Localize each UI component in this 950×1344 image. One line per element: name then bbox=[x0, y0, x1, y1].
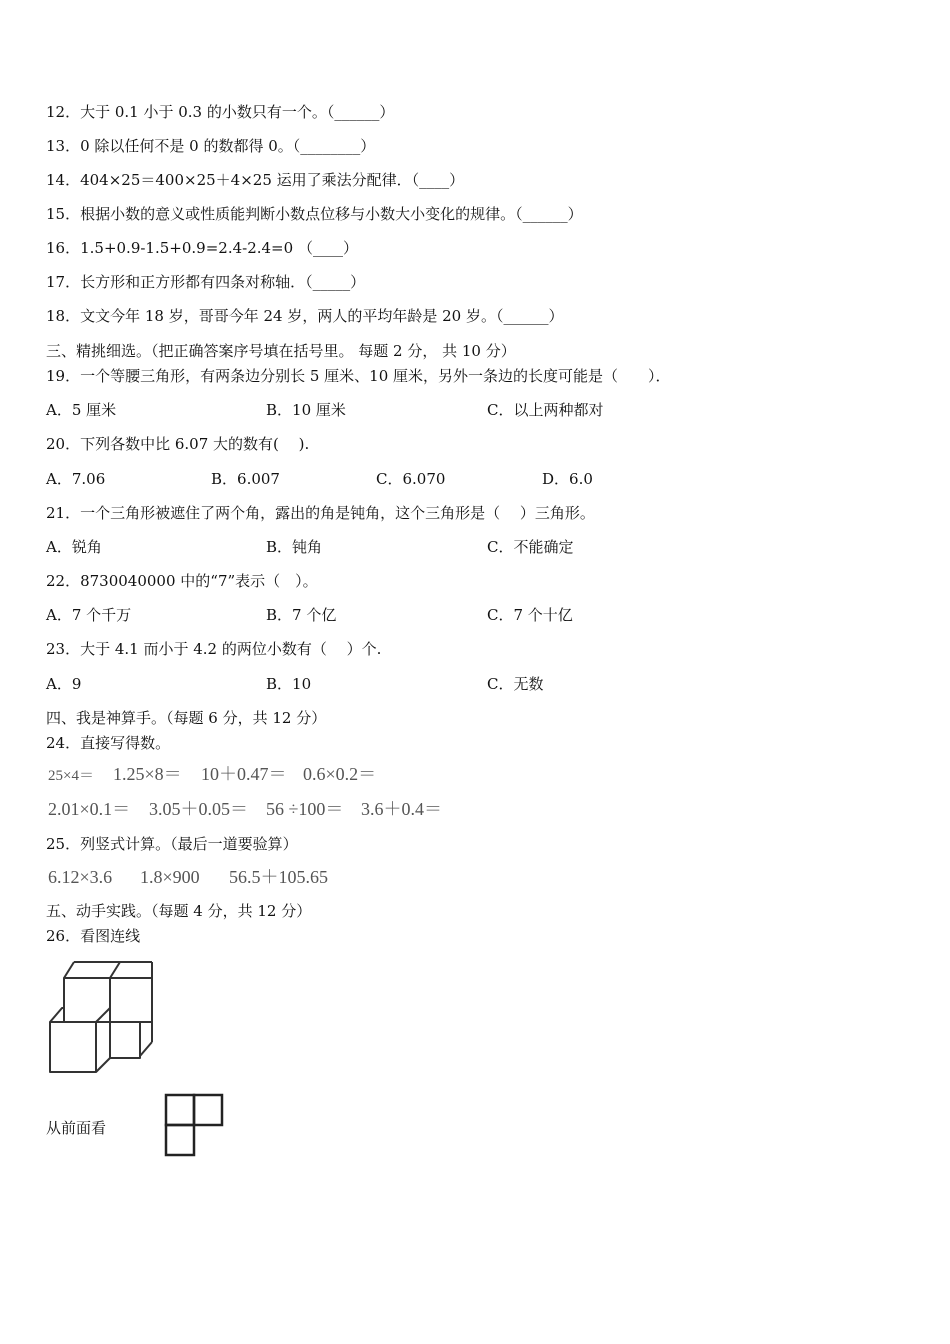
question-13: 13．0 除以任何不是 0 的数都得 0。（________） bbox=[46, 137, 376, 155]
question-23: 23．大于 4.1 而小于 4.2 的两位小数有（ ）个. bbox=[46, 640, 382, 658]
q21-option-c: C．不能确定 bbox=[487, 538, 574, 556]
cube-stack-figure bbox=[44, 958, 159, 1078]
question-25: 25．列竖式计算。（最后一道要验算） bbox=[46, 835, 298, 853]
q20-option-d: D．6.0 bbox=[542, 470, 593, 488]
q22-option-c: C．7 个十亿 bbox=[487, 606, 573, 624]
calc-7: 56 ÷100＝ bbox=[266, 799, 344, 819]
q22-option-b: B．7 个亿 bbox=[266, 606, 337, 624]
question-12: 12．大于 0.1 小于 0.3 的小数只有一个。（______） bbox=[46, 103, 395, 121]
question-24: 24．直接写得数。 bbox=[46, 734, 171, 752]
question-21: 21．一个三角形被遮住了两个角，露出的角是钝角，这个三角形是（ ）三角形。 bbox=[46, 504, 595, 522]
calc-8: 3.6＋0.4＝ bbox=[361, 799, 442, 819]
q19-option-a: A．5 厘米 bbox=[46, 401, 117, 419]
section-4-title: 四、我是神算手。（每题 6 分，共 12 分） bbox=[46, 709, 327, 727]
vertical-calc-3: 56.5＋105.65 bbox=[229, 867, 328, 887]
calc-6: 3.05＋0.05＝ bbox=[149, 799, 248, 819]
q20-option-a: A．7.06 bbox=[46, 470, 106, 488]
question-14: 14．404×25＝400×25＋4×25 运用了乘法分配律．（____） bbox=[46, 171, 465, 189]
q20-option-b: B．6.007 bbox=[211, 470, 280, 488]
q20-option-c: C．6.070 bbox=[376, 470, 446, 488]
question-20: 20．下列各数中比 6.07 大的数有( ). bbox=[46, 435, 310, 453]
question-22: 22．8730040000 中的“7”表示（ ）。 bbox=[46, 572, 318, 590]
q21-option-b: B．钝角 bbox=[266, 538, 323, 556]
question-18: 18．文文今年 18 岁，哥哥今年 24 岁，两人的平均年龄是 20 岁。（______） bbox=[46, 307, 564, 325]
q19-option-b: B．10 厘米 bbox=[266, 401, 346, 419]
q19-option-c: C．以上两种都对 bbox=[487, 401, 604, 419]
q22-option-a: A．7 个千万 bbox=[46, 606, 132, 624]
calc-4: 0.6×0.2＝ bbox=[303, 764, 377, 784]
calc-3: 10＋0.47＝ bbox=[201, 764, 287, 784]
q23-option-c: C．无数 bbox=[487, 675, 544, 693]
section-5-title: 五、动手实践。（每题 4 分，共 12 分） bbox=[46, 902, 312, 920]
section-3-title: 三、精挑细选。（把正确答案序号填在括号里。 每题 2 分， 共 10 分） bbox=[46, 342, 516, 360]
calc-2: 1.25×8＝ bbox=[113, 764, 182, 784]
calc-1: 25×4＝ bbox=[48, 768, 94, 784]
q21-option-a: A．锐角 bbox=[46, 538, 102, 556]
vertical-calc-1: 6.12×3.6 bbox=[48, 867, 113, 887]
vertical-calc-2: 1.8×900 bbox=[140, 867, 200, 887]
calc-5: 2.01×0.1＝ bbox=[48, 799, 131, 819]
view-label: 从前面看 bbox=[46, 1119, 107, 1137]
front-view-figure bbox=[163, 1092, 225, 1158]
question-15: 15．根据小数的意义或性质能判断小数点位移与小数大小变化的规律。（______） bbox=[46, 205, 583, 223]
question-26: 26．看图连线 bbox=[46, 927, 141, 945]
question-16: 16．1.5+0.9-1.5+0.9=2.4-2.4=0 （____） bbox=[46, 239, 358, 257]
question-17: 17．长方形和正方形都有四条对称轴．（_____） bbox=[46, 273, 366, 291]
q23-option-b: B．10 bbox=[266, 675, 312, 693]
q23-option-a: A．9 bbox=[46, 675, 82, 693]
question-19: 19．一个等腰三角形，有两条边分别长 5 厘米、10 厘米，另外一条边的长度可能是（ ）． bbox=[46, 367, 671, 385]
